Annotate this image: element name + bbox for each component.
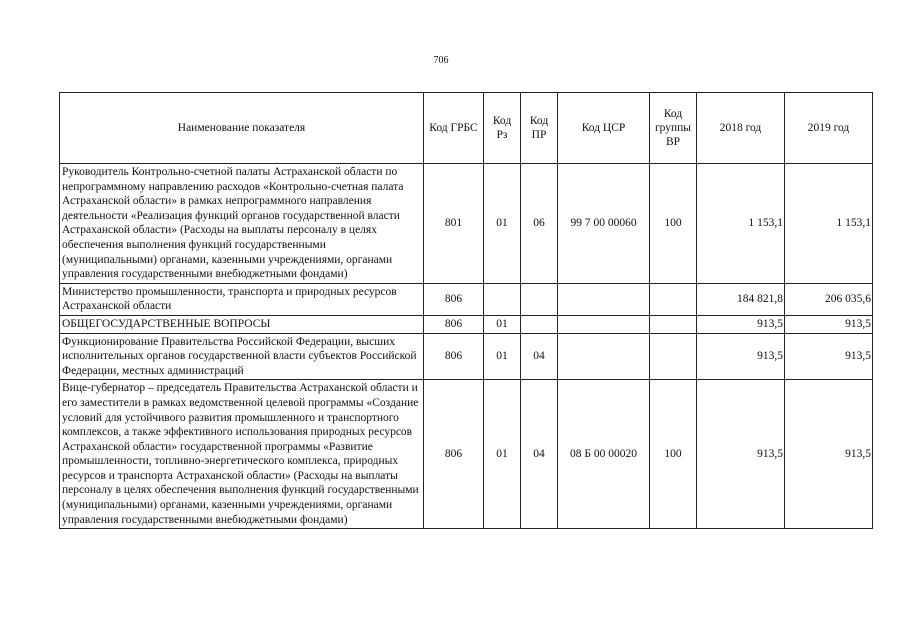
row-2019: 913,5 [785, 333, 873, 380]
table-header-row [60, 93, 873, 164]
row-grbs: 806 [424, 283, 484, 315]
row-name: Функционирование Правительства Российской Федерации, высших исполнительных органов государственной власти субъектов Российской Федерации, местных администраций [60, 333, 424, 380]
row-pr [521, 283, 558, 315]
row-grbs: 806 [424, 333, 484, 380]
row-2019: 1 153,1 [785, 164, 873, 284]
row-vr: 100 [650, 164, 697, 284]
row-2019: 913,5 [785, 315, 873, 333]
header-rz: Код Рз [484, 93, 521, 164]
table-row [60, 283, 873, 315]
row-pr: 04 [521, 380, 558, 529]
row-vr [650, 333, 697, 380]
row-vr [650, 283, 697, 315]
page-number: 706 [433, 55, 449, 66]
row-vr: 100 [650, 380, 697, 529]
table-row [60, 380, 873, 529]
row-name: Министерство промышленности, транспорта и природных ресурсов Астраханской области [60, 283, 424, 315]
row-csr [558, 333, 650, 380]
row-name: Руководитель Контрольно-счетной палаты Астраханской области по непрограммному направлению расходов «Контрольно-счетная палата Астраханской области» в рамках непрограммного направления деятельности «Реализация функций органов государственной власти Астраханской области» (Расходы на выплаты персоналу в целях обеспечения выполнения функций государственными (муниципальными) органами, казенными учреждениями, органами управления государственными внебюджетными фондами) [60, 164, 424, 284]
header-pr: Код ПР [521, 93, 558, 164]
row-2019: 913,5 [785, 380, 873, 529]
row-2018: 1 153,1 [697, 164, 785, 284]
row-name: Вице-губернатор – председатель Правительства Астраханской области и его заместители в рамках ведомственной целевой программы «Создание условий для устойчивого развития промышленного и транспортного комплексов, а также эффективного использования природных ресурсов Астраханской области» государственной программы «Развитие промышленности, топливно-энергетического комплекса, природных ресурсов и транспорта Астраханской области» (Расходы на выплаты персоналу в целях обеспечения выполнения функций государственными (муниципальными) органами, казенными учреждениями, органами управления государственными внебюджетными фондами) [60, 380, 424, 529]
row-vr [650, 315, 697, 333]
table-row [60, 164, 873, 284]
row-grbs: 806 [424, 315, 484, 333]
header-vr: Код группы ВР [650, 93, 697, 164]
header-name: Наименование показателя [60, 93, 424, 164]
header-2018: 2018 год [697, 93, 785, 164]
table-row [60, 333, 873, 380]
row-2019: 206 035,6 [785, 283, 873, 315]
row-rz: 01 [484, 164, 521, 284]
row-2018: 913,5 [697, 380, 785, 529]
row-rz: 01 [484, 380, 521, 529]
row-pr: 06 [521, 164, 558, 284]
row-pr [521, 315, 558, 333]
header-grbs: Код ГРБС [424, 93, 484, 164]
header-csr: Код ЦСР [558, 93, 650, 164]
row-grbs: 801 [424, 164, 484, 284]
row-csr [558, 283, 650, 315]
table-row [60, 315, 873, 333]
row-rz [484, 283, 521, 315]
row-2018: 913,5 [697, 315, 785, 333]
row-csr: 99 7 00 00060 [558, 164, 650, 284]
row-rz: 01 [484, 333, 521, 380]
budget-table [59, 92, 873, 529]
row-rz: 01 [484, 315, 521, 333]
row-csr: 08 Б 00 00020 [558, 380, 650, 529]
row-csr [558, 315, 650, 333]
header-2019: 2019 год [785, 93, 873, 164]
row-2018: 184 821,8 [697, 283, 785, 315]
row-name: ОБЩЕГОСУДАРСТВЕННЫЕ ВОПРОСЫ [60, 315, 424, 333]
row-pr: 04 [521, 333, 558, 380]
row-2018: 913,5 [697, 333, 785, 380]
row-grbs: 806 [424, 380, 484, 529]
